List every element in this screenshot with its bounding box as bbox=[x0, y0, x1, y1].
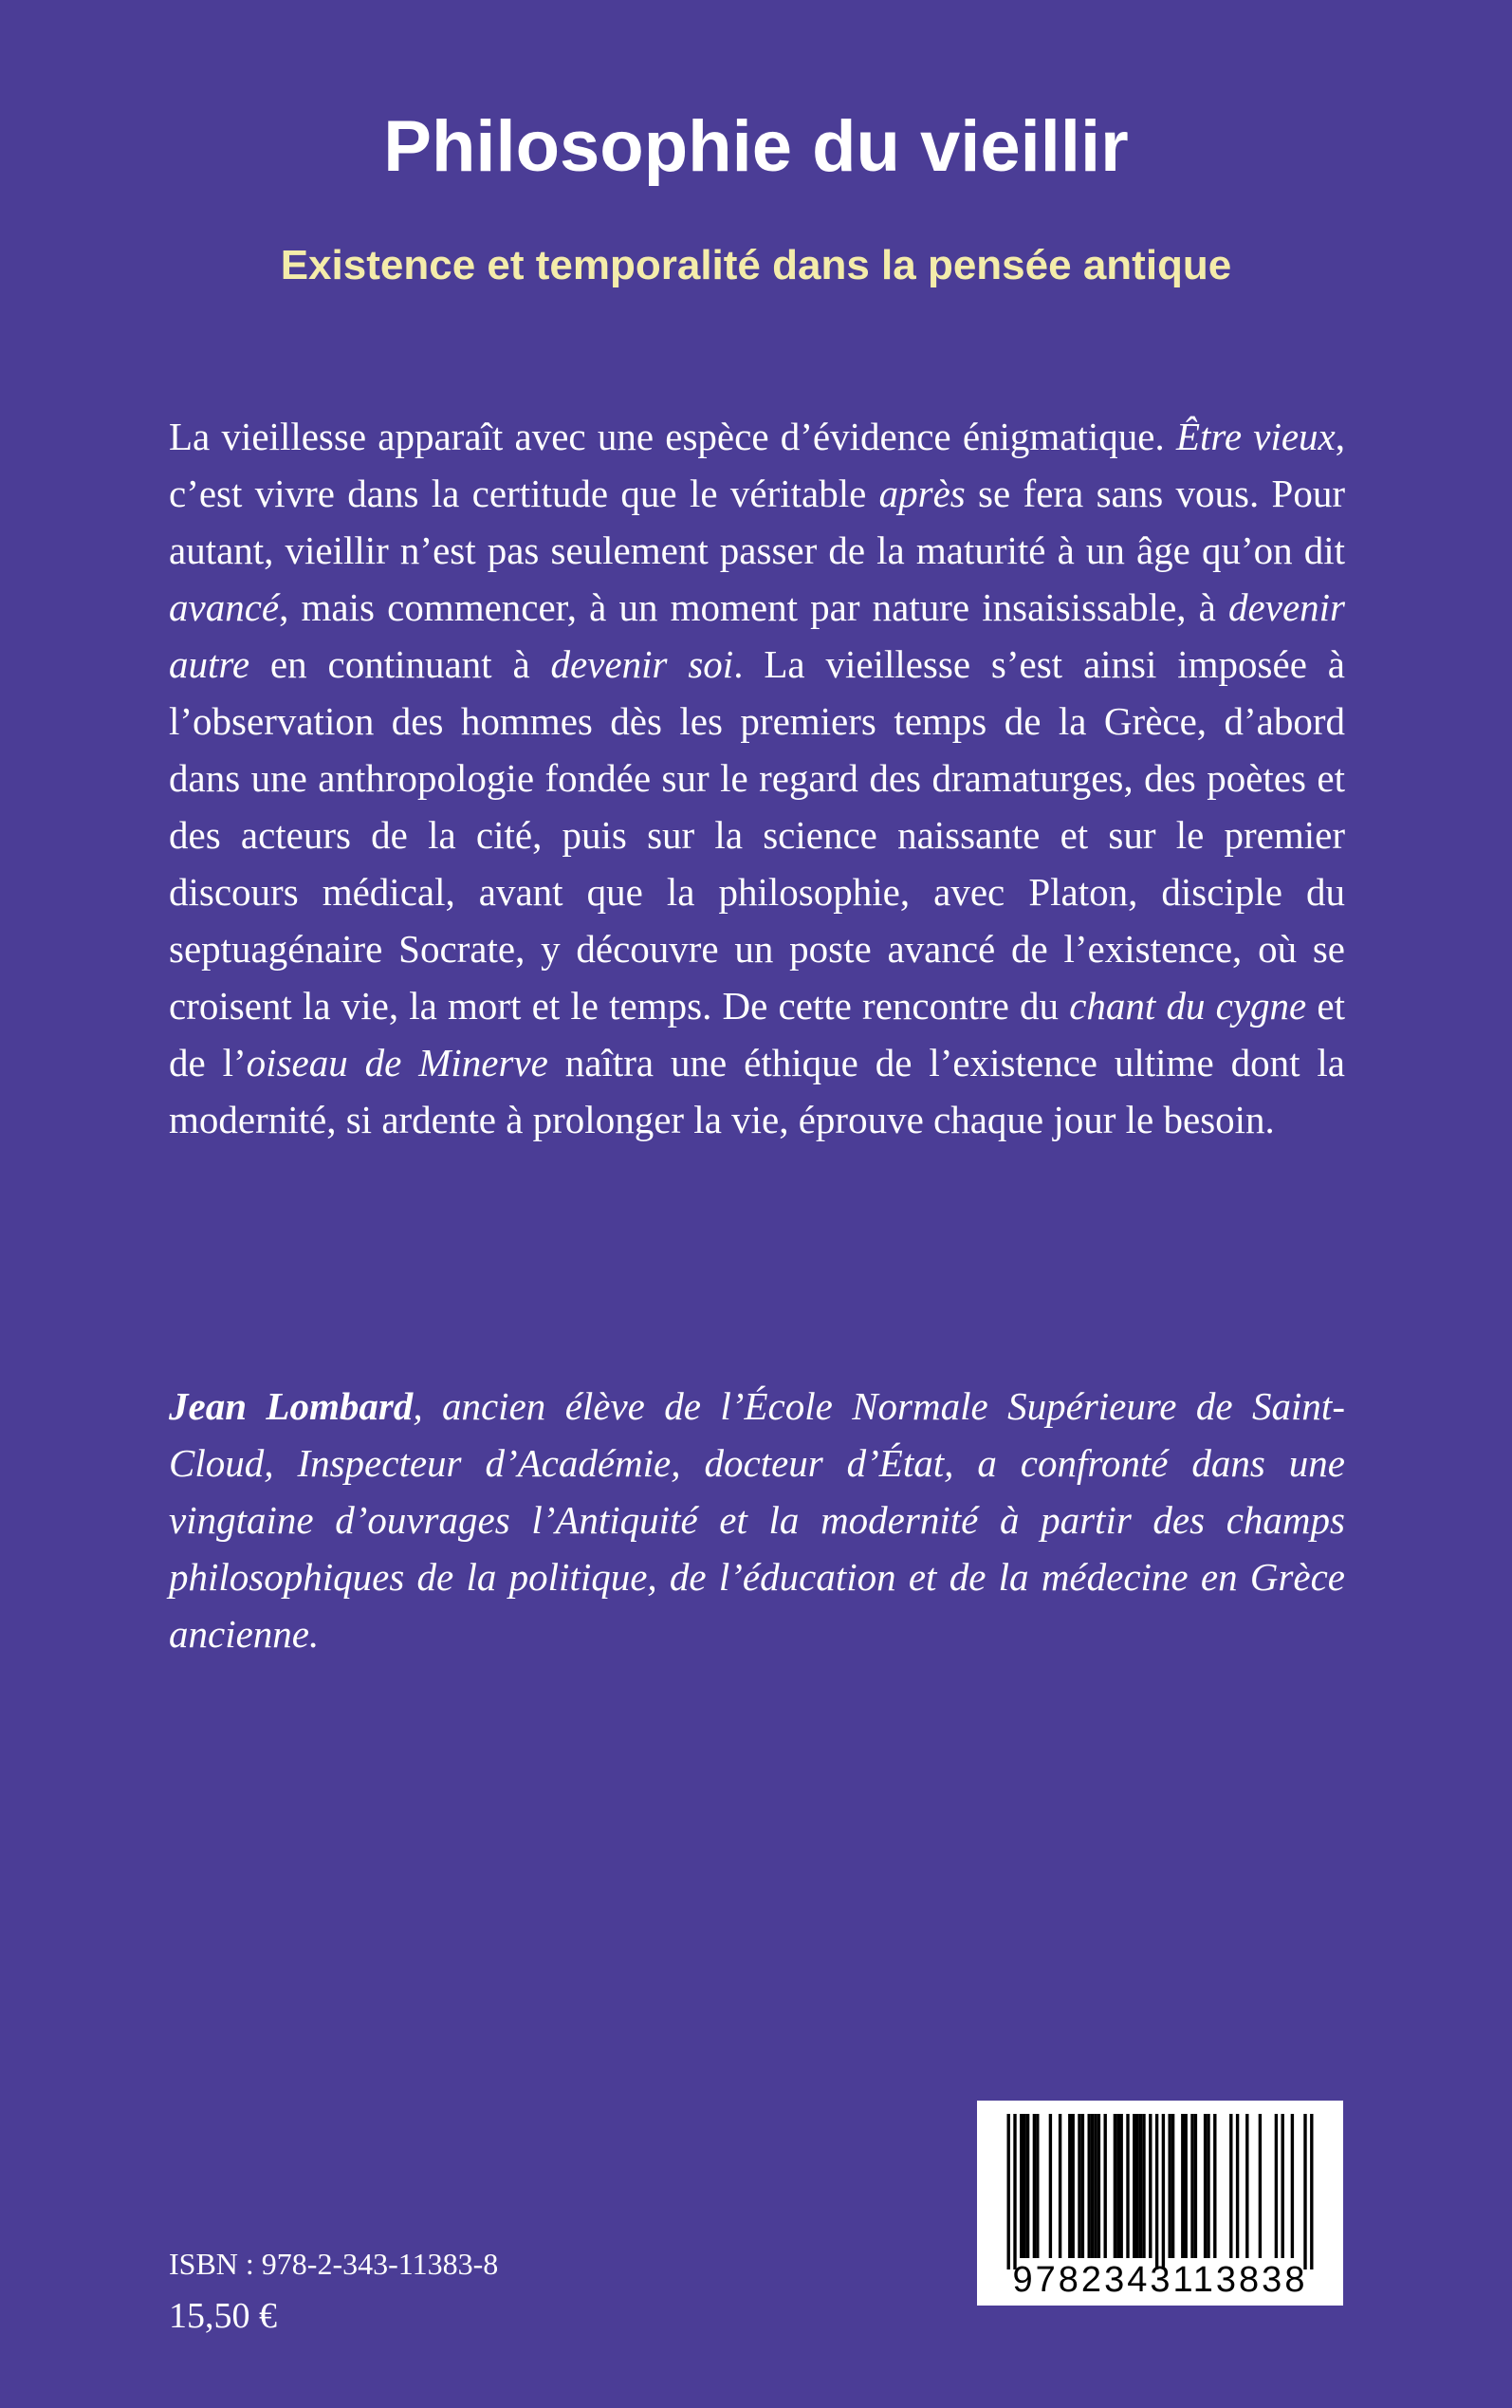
barcode-bar bbox=[1275, 2114, 1278, 2258]
summary-italic-run: après bbox=[878, 472, 966, 515]
barcode-bar bbox=[1126, 2114, 1129, 2258]
barcode-bar bbox=[1023, 2114, 1026, 2258]
barcode-bar bbox=[1245, 2114, 1248, 2258]
summary-italic-run: avancé bbox=[169, 585, 280, 629]
barcode-bar bbox=[1078, 2114, 1080, 2258]
author-name: Jean Lombard bbox=[169, 1384, 414, 1428]
summary-text-run: La vieillesse apparaît avec une espèce d’évidence énigmatique. bbox=[169, 415, 1176, 458]
barcode-bar bbox=[1068, 2114, 1071, 2258]
summary-italic-run: Être vieux bbox=[1175, 415, 1336, 458]
barcode-bar bbox=[1136, 2114, 1139, 2258]
summary-text-run: naîtra une éthique de l’existence ultime dont la modernité, si ardente à prolonger la vie, éprouve chaque jour le besoin. bbox=[169, 1041, 1345, 1141]
barcode-bar bbox=[1149, 2114, 1152, 2258]
summary-text-run: , c’est vivre dans la certitude que le véritable bbox=[169, 415, 1345, 515]
barcode-bar bbox=[1097, 2114, 1100, 2258]
barcode-bar bbox=[1181, 2114, 1184, 2258]
summary-italic-run: devenir soi bbox=[550, 642, 734, 686]
barcode bbox=[977, 2101, 1343, 2306]
summary-text-run: . La vieillesse s’est ainsi imposée à l’observation des hommes dès les premiers temps de la Grèce, d’abord dans une anthropologie fondée sur le regard des dramaturges, des poètes et des acteurs de la cité, puis sur la science naissante et sur le premier discours médical, avant que la philosophie, avec Platon, disciple du septuagénaire Socrate, y découvre un poste avancé de l’existence, où se croisent la vie, la mort et le temps. De cette rencontre du bbox=[169, 642, 1345, 1028]
summary-italic-run: chant du cygne bbox=[1069, 984, 1307, 1028]
barcode-bar bbox=[1120, 2114, 1123, 2258]
barcode-bar bbox=[1036, 2114, 1039, 2258]
summary-italic-run: oiseau de Minerve bbox=[246, 1041, 548, 1084]
barcode-bar bbox=[1139, 2114, 1142, 2258]
barcode-bar bbox=[1207, 2114, 1209, 2258]
summary-italic-run: devenir autre bbox=[169, 585, 1345, 686]
barcode-bar bbox=[1291, 2114, 1294, 2258]
barcode-bar bbox=[1310, 2114, 1313, 2269]
barcode-bar bbox=[1169, 2114, 1171, 2258]
barcode-bar bbox=[1204, 2114, 1207, 2258]
barcode-bar bbox=[1072, 2114, 1075, 2258]
barcode-bar bbox=[1162, 2114, 1165, 2269]
barcode-digits: 9782343113838 bbox=[1012, 2260, 1308, 2300]
barcode-bar bbox=[1026, 2114, 1029, 2258]
book-subtitle: Existence et temporalité dans la pensée antique bbox=[280, 242, 1232, 288]
barcode-bar bbox=[1033, 2114, 1036, 2258]
book-title: Philosophie du vieillir bbox=[383, 106, 1129, 187]
summary-text-run: et de l’ bbox=[169, 984, 1346, 1084]
barcode-bar bbox=[1091, 2114, 1094, 2258]
barcode-bar bbox=[1236, 2114, 1239, 2258]
barcode-bar bbox=[1133, 2114, 1135, 2258]
barcode-bar bbox=[1081, 2114, 1084, 2258]
barcode-bar bbox=[1104, 2114, 1107, 2258]
barcode-bar bbox=[1114, 2114, 1116, 2258]
author-bio-text: , ancien élève de l’École Normale Supérieure de Saint-Cloud, Inspecteur d’Académie, docteur d’État, a confronté dans une vingtaine d’ouvrages l’Antiquité et la modernité à partir des champs philosophiques de la politique, de l’éducation et de la médecine en Grèce ancienne. bbox=[169, 1384, 1345, 1656]
barcode-bar bbox=[1142, 2114, 1145, 2258]
barcode-bar bbox=[1049, 2114, 1052, 2258]
barcode-bar bbox=[1194, 2114, 1197, 2258]
barcode-bar bbox=[1155, 2114, 1158, 2269]
barcode-bar bbox=[1185, 2114, 1188, 2258]
barcode-bar bbox=[1282, 2114, 1284, 2258]
barcode-bar bbox=[1303, 2114, 1306, 2269]
barcode-bar bbox=[1094, 2114, 1097, 2258]
barcode-bar bbox=[1213, 2114, 1216, 2258]
summary-text-run: en continuant à bbox=[249, 642, 551, 686]
summary-text-run: , mais commencer, à un moment par nature insaisissable, à bbox=[279, 585, 1229, 629]
barcode-bar bbox=[1229, 2114, 1232, 2258]
barcode-bar bbox=[1013, 2114, 1016, 2269]
barcode-bar bbox=[1020, 2114, 1023, 2258]
barcode-bar bbox=[1116, 2114, 1119, 2258]
price: 15,50 € bbox=[169, 2296, 277, 2336]
barcode-bar bbox=[1007, 2114, 1010, 2269]
barcode-bar bbox=[1088, 2114, 1091, 2258]
barcode-bar bbox=[1059, 2114, 1061, 2258]
back-cover-summary bbox=[169, 408, 1345, 1148]
barcode-bar bbox=[1190, 2114, 1193, 2258]
summary-text-run: se fera sans vous. Pour autant, vieillir n’est pas seulement passer de la maturité à un âge qu’on dit bbox=[169, 472, 1345, 572]
isbn: ISBN : 978-2-343-11383-8 bbox=[169, 2247, 499, 2281]
author-bio bbox=[169, 1378, 1345, 1662]
barcode-bar bbox=[1259, 2114, 1262, 2258]
barcode-bar bbox=[1171, 2114, 1174, 2258]
